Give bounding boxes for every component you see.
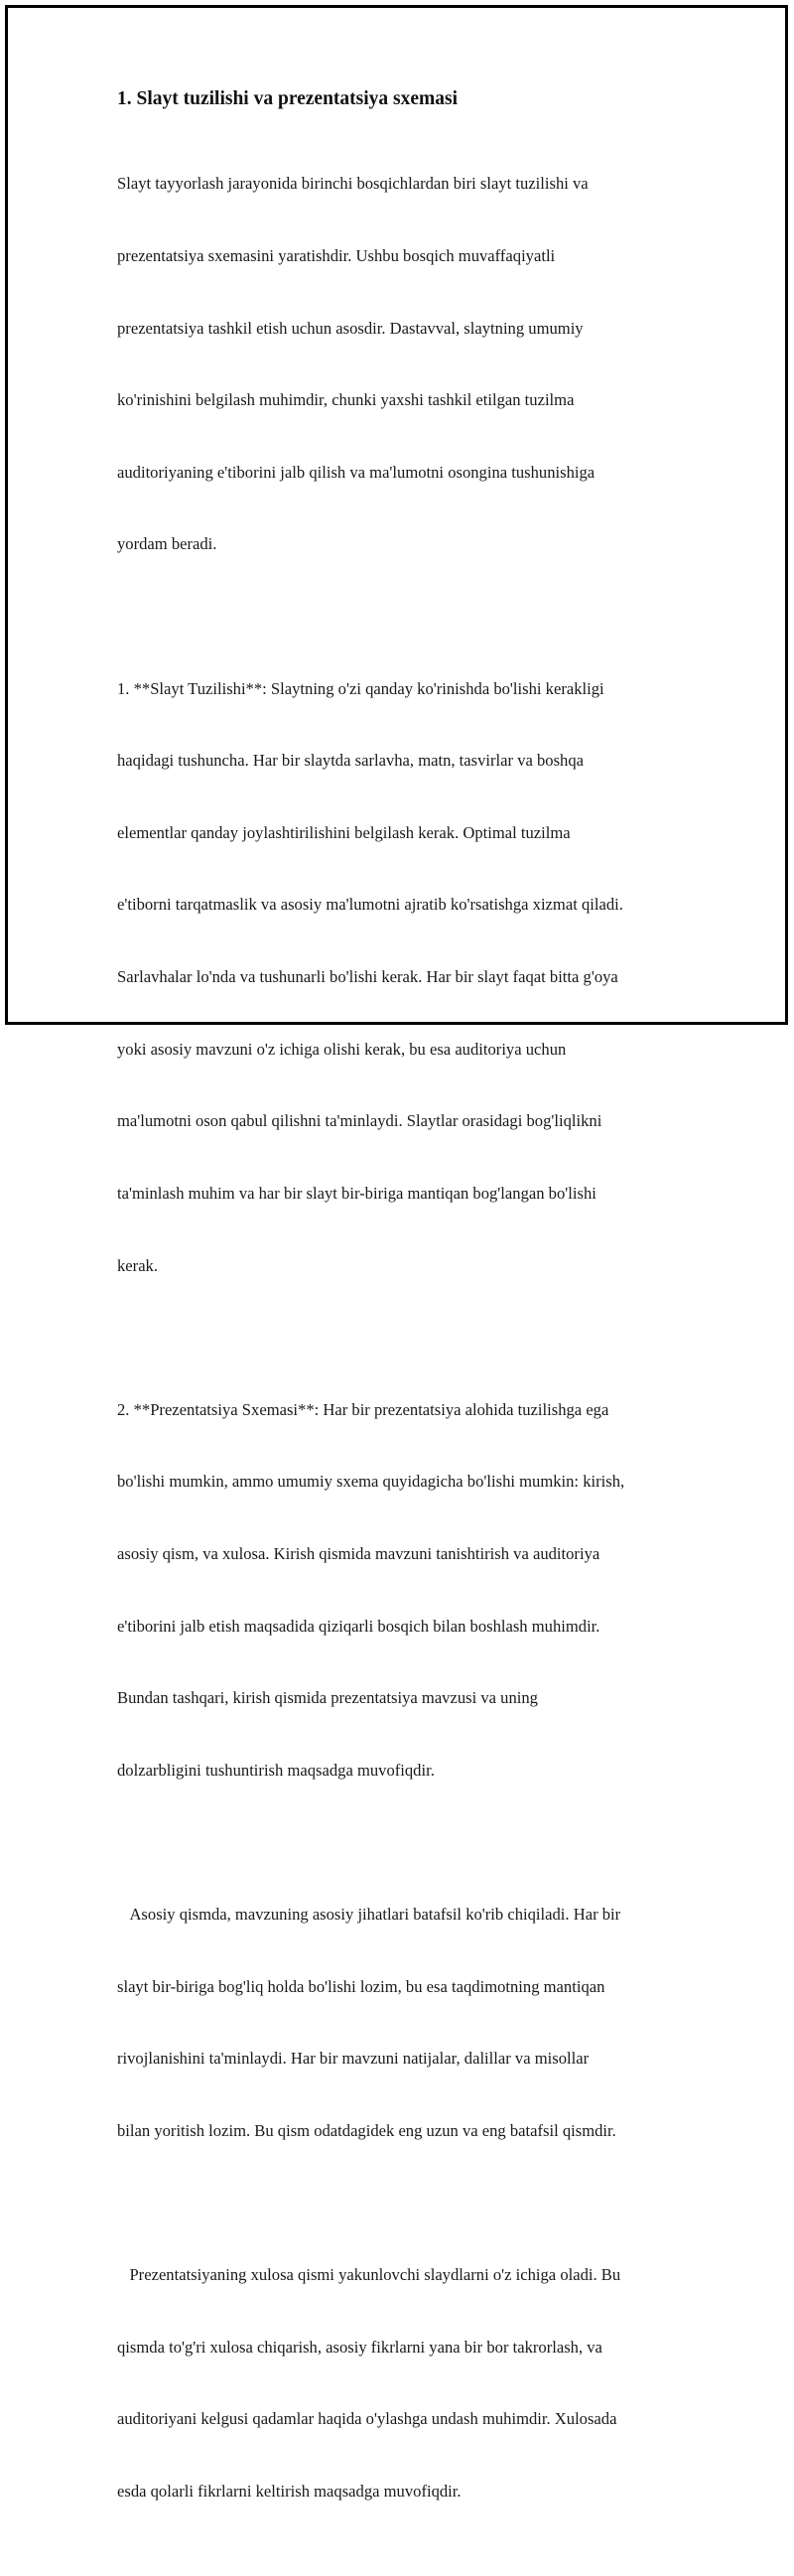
paragraph-slide-structure: [117, 629, 713, 1326]
text-line: [117, 2263, 713, 2287]
text-line: 1. **Slayt Tuzilishi**: Slaytning o'zi qanday ko'rinishda bo'lishi kerakligi: [117, 678, 604, 698]
text-line: e'tiborni tarqatmaslik va asosiy ma'lumotni ajratib ko'rsatishga xizmat qiladi.: [117, 895, 623, 915]
text-line: rivojlanishini ta'minlaydi. Har bir mavzuni natijalar, dalillar va misollar: [117, 2049, 590, 2069]
paragraph-main-part: [117, 1855, 713, 2192]
text-line: bo'lishi mumkin, ammo umumiy sxema quyidagicha bo'lishi mumkin: kirish,: [117, 1472, 625, 1492]
text-line: kerak.: [117, 1255, 158, 1275]
text-line: 2. **Prezentatsiya Sxemasi**: Har bir prezentatsiya alohida tuzilishga ega: [117, 1399, 609, 1419]
text-line: qismda to'g'ri xulosa chiqarish, asosiy fikrlarni yana bir bor takrorlash, va: [117, 2337, 602, 2357]
text-line: Sarlavhalar lo'nda va tushunarli bo'lishi kerak. Har bir slayt faqat bitta g'oya: [117, 967, 618, 987]
section-heading: 1. Slayt tuzilishi va prezentatsiya sxemasi: [117, 88, 459, 109]
paragraph-presentation-scheme: [117, 1350, 713, 1830]
paragraph-conclusion: [117, 2216, 713, 2552]
text-line: Bundan tashqari, kirish qismida prezentatsiya mavzusi va uning: [117, 1688, 538, 1708]
text-line: asosiy qism, va xulosa. Kirish qismida mavzuni tanishtirish va auditoriya: [117, 1543, 600, 1563]
text-line: slayt bir-biriga bog'liq holda bo'lishi lozim, bu esa taqdimotning mantiqan: [117, 1976, 605, 1996]
text-line: dolzarbligini tushuntirish maqsadga muvofiqdir.: [117, 1760, 435, 1780]
text-line: esda qolarli fikrlarni keltirish maqsadga muvofiqdir.: [117, 2481, 462, 2501]
paragraph-intro: [117, 124, 713, 605]
text-line: e'tiborini jalb etish maqsadida qiziqarli bosqich bilan boshlash muhimdir.: [117, 1616, 600, 1636]
text-line: prezentatsiya tashkil etish uchun asosdir. Dastavval, slaytning umumiy: [117, 318, 584, 338]
text-line: auditoriyaning e'tiborini jalb qilish va ma'lumotni osongina tushunishiga: [117, 462, 596, 482]
text-line: ko'rinishini belgilash muhimdir, chunki yaxshi tashkil etilgan tuzilma: [117, 390, 575, 410]
text-line: ta'minlash muhim va har bir slayt bir-biriga mantiqan bog'langan bo'lishi: [117, 1183, 596, 1203]
text-line: prezentatsiya sxemasini yaratishdir. Ushbu bosqich muvaffaqiyatli: [117, 246, 556, 266]
text-line: elementlar qanday joylashtirilishini belgilash kerak. Optimal tuzilma: [117, 822, 571, 842]
document-body: [117, 87, 713, 2576]
text-line: haqidagi tushuncha. Har bir slaytda sarlavha, matn, tasvirlar va boshqa: [117, 751, 585, 771]
text-line-content: Asosiy qismda, mavzuning asosiy jihatlari batafsil ko'rib chiqiladi. Har bir: [129, 1904, 621, 1924]
text-line-content: Prezentatsiyaning xulosa qismi yakunlovchi slaydlarni o'z ichiga oladi. Bu: [129, 2265, 621, 2285]
text-line: [117, 1903, 713, 1927]
text-line: bilan yoritish lozim. Bu qism odatdagidek eng uzun va eng batafsil qismdir.: [117, 2120, 616, 2140]
text-line: ma'lumotni oson qabul qilishni ta'minlaydi. Slaytlar orasidagi bog'liqlikni: [117, 1111, 602, 1131]
text-line: auditoriyani kelgusi qadamlar haqida o'ylashga undash muhimdir. Xulosada: [117, 2409, 617, 2429]
text-line: yoki asosiy mavzuni o'z ichiga olishi kerak, bu esa auditoriya uchun: [117, 1039, 567, 1059]
text-line: yordam beradi.: [117, 534, 217, 554]
text-line: Slayt tayyorlash jarayonida birinchi bosqichlardan biri slayt tuzilishi va: [117, 174, 589, 194]
